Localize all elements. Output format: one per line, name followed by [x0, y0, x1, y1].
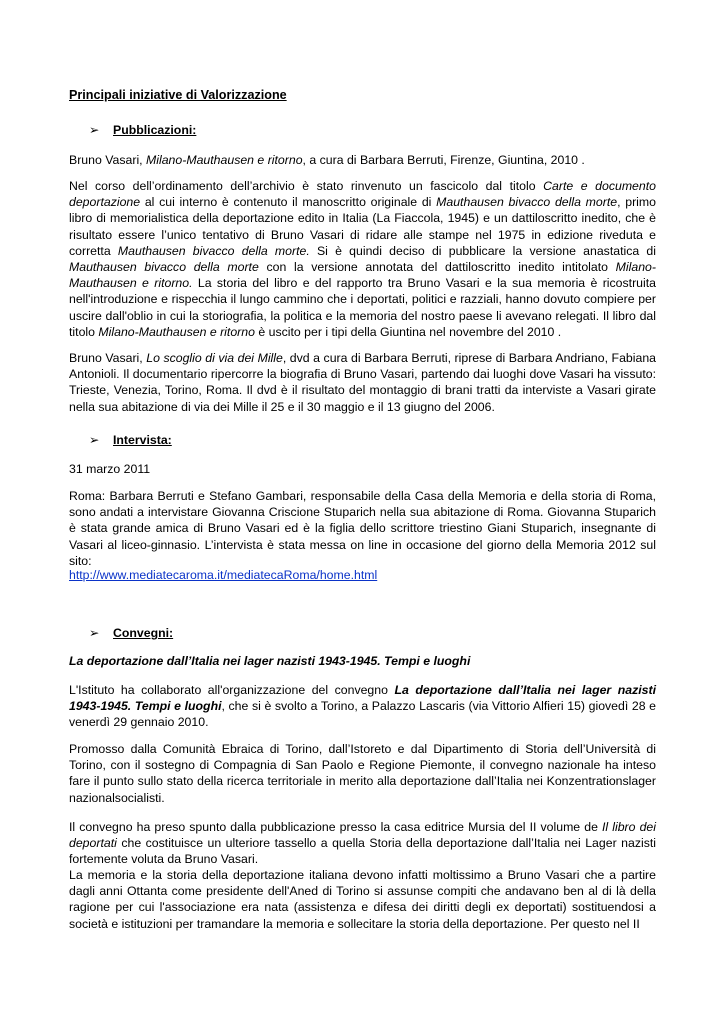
- heading-intervista: Intervista:: [113, 433, 172, 447]
- text-span: , primo libro di memorialistica della deportazione edito in Italia (La Fiaccola, 1945) e un dattiloscritto inedito, che è risultato essere l’unico tentativo di Bruno Vasari di ridare alle stampe nel 1975 in edizione riveduta e corretta: [69, 195, 656, 258]
- text-span: con la versione annotata del dattiloscritto inedito intitolato: [258, 260, 616, 275]
- interview-date: 31 marzo 2011: [69, 462, 151, 476]
- bullet-convegni: [89, 625, 173, 641]
- text-span: Bruno Vasari,: [69, 351, 147, 365]
- conference-title: La deportazione dall’Italia nei lager nazisti 1943-1945. Tempi e luoghi: [69, 654, 471, 668]
- heading-pubblicazioni: Pubblicazioni:: [113, 123, 197, 137]
- arrow-bullet-icon: ➢: [89, 123, 100, 137]
- italic-title: Milano-Mauthausen e ritorno.: [69, 260, 656, 291]
- text-span: La storia del libro e del rapporto tra Bruno Vasari e la sua memoria è ricostruita nell'introduzione e rispecchia il lungo cammino che i deportati, politici e razziali, hanno dovuto compiere per uscire dall'oblio in cui la storiografia, la politica e la memoria del nostro paese li avevano relegati. Il libro dal titolo: [69, 276, 657, 339]
- text-span: Nel corso dell’ordinamento dell’archivio è stato rinvenuto un fascicolo dal titolo: [69, 179, 544, 193]
- text-span: L'Istituto ha collaborato all'organizzazione del convegno: [69, 683, 395, 697]
- italic-title: Il libro dei deportati: [69, 820, 656, 851]
- text-span: Si è quindi deciso di pubblicare la versione anastatica di: [309, 243, 656, 258]
- mediateca-link[interactable]: http://www.mediatecaroma.it/mediatecaRoma/home.html: [69, 568, 378, 582]
- conference-paragraph-1: [69, 682, 656, 731]
- text-span: Il convegno ha preso spunto dalla pubblicazione presso la casa editrice Mursia del II volume de: [69, 820, 603, 834]
- interview-paragraph: Roma: Barbara Berruti e Stefano Gambari, responsabile della Casa della Memoria e della storia di Roma, sono andati a intervistare Giovanna Criscione Stuparich nella sua abitazione di Roma. Giovanna Stuparich è stata grande amica di Bruno Vasari ed è la figlia dello scrittore triestino Giani Stuparich, insegnante di Vasari al liceo-ginnasio. L’intervista è stata messa on line in occasione del giorno della Memoria 2012 sul sito:: [69, 489, 656, 568]
- conference-title-inline: La deportazione dall’Italia nei lager nazisti 1943-1945. Tempi e luoghi: [69, 683, 657, 714]
- publication-paragraph-2: [69, 350, 656, 415]
- bullet-pubblicazioni: [89, 122, 196, 138]
- bullet-intervista: [89, 432, 172, 448]
- section-title: Principali iniziative di Valorizzazione: [69, 88, 287, 102]
- arrow-bullet-icon: ➢: [89, 433, 100, 447]
- book-title: Milano-Mauthausen e ritorno: [146, 153, 303, 167]
- text-span: è uscito per i tipi della Giuntina nel novembre del 2010 .: [254, 324, 562, 339]
- text-span: , dvd a cura di Barbara Berruti, riprese di Barbara Andriano, Fabiana Antonioli. Il documentario ripercorre la biografia di Bruno Vasari, partendo dai luoghi dove Vasari ha vissuto: Trieste, Venezia, Torino, Roma. Il dvd è il risultato del montaggio di brani tratti da interviste a Vasari girate nella sua abitazione di via dei Mille il 25 e il 30 maggio e il 13 giugno del 2006.: [69, 351, 656, 414]
- conference-paragraph-4: La memoria e la storia della deportazione italiana devono infatti moltissimo a Bruno Vasari che a partire dagli anni Ottanta come presidente dell'Aned di Torino si assunse compiti che andavano ben al di là della ragione per cui l'associazione era nata (assistenza e difesa dei diritti degli ex deportati) sostituendosi a società e istituzioni per tramandare la memoria e sollecitare la storia della deportazione. Per questo nel II: [69, 868, 656, 931]
- conference-paragraph-3: [69, 819, 656, 868]
- text-span: , che si è svolto a Torino, a Palazzo Lascaris (via Vittorio Alfieri 15) giovedì 28 e venerdì 29 gennaio 2010.: [69, 699, 657, 730]
- text-span: al cui interno è contenuto il manoscritto originale di: [140, 195, 437, 210]
- interview-link-line: [69, 567, 656, 583]
- text-span: Bruno Vasari,: [69, 153, 147, 167]
- text-span: , a cura di Barbara Berruti, Firenze, Giuntina, 2010 .: [302, 153, 585, 167]
- italic-title: Mauthausen bivacco della morte: [69, 260, 259, 275]
- publication-paragraph-1: [69, 178, 656, 340]
- italic-title: Mauthausen bivacco della morte.: [117, 243, 310, 258]
- heading-convegni: Convegni:: [113, 626, 174, 640]
- italic-title: Lo scoglio di via dei Mille: [146, 351, 283, 365]
- arrow-bullet-icon: ➢: [89, 626, 100, 640]
- text-span: che costituisce un ulteriore tassello a quella Storia della deportazione dall’Italia nei Lager nazisti fortemente voluta da Bruno Vasari.: [69, 836, 656, 867]
- conference-paragraph-2: Promosso dalla Comunità Ebraica di Torino, dall’Istoreto e dal Dipartimento di Storia dell’Università di Torino, con il sostegno di Compagnia di San Paolo e Regione Piemonte, il convegno nazionale ha inteso fare il punto sullo stato della ricerca territoriale in merito alla deportazione dall’Italia nei Konzentrationslager nazionalsocialisti.: [69, 742, 656, 805]
- publication-item-1: [69, 152, 656, 168]
- italic-title: Mauthausen bivacco della morte: [436, 195, 618, 210]
- italic-title: Carte e documento deportazione: [69, 179, 656, 210]
- italic-title: Milano-Mauthausen e ritorno: [98, 324, 255, 339]
